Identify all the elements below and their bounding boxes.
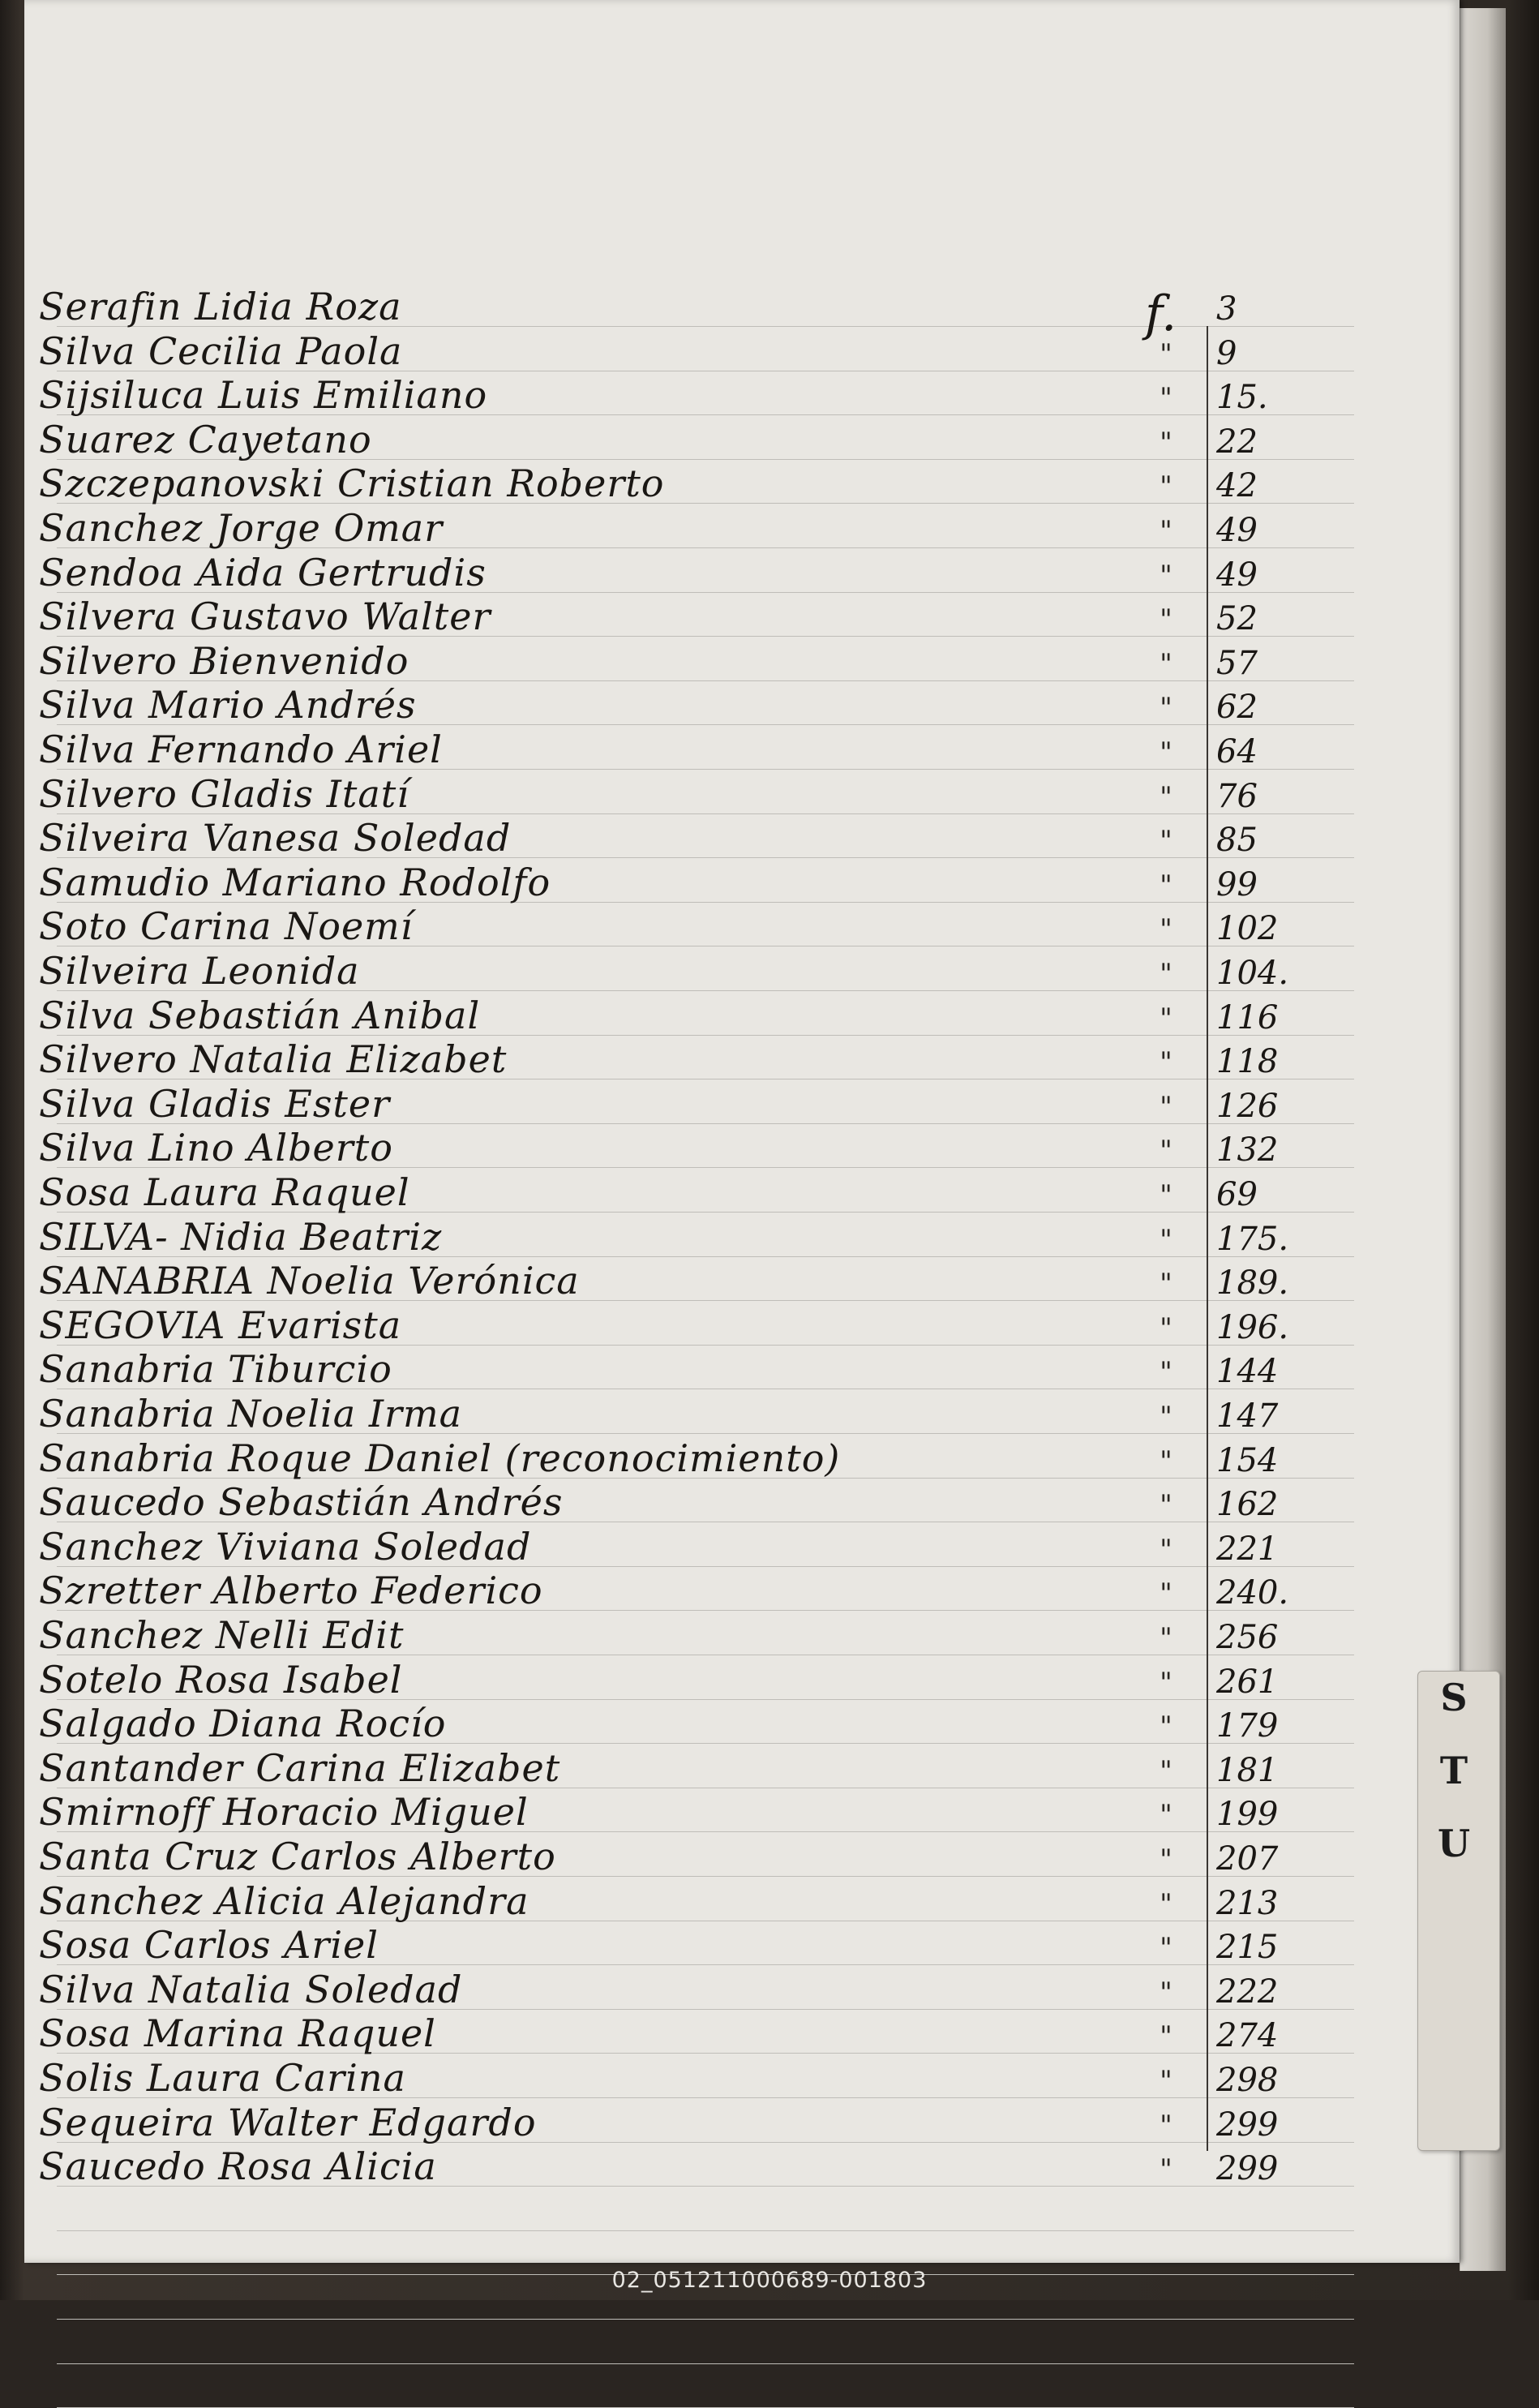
list-item [0,684,1539,728]
ditto-mark: " [1160,1844,1172,1876]
list-item [0,2145,1539,2189]
entry-name: Samudio Mariano Rodolfo [39,861,551,904]
list-item [0,728,1539,772]
list-item [0,950,1539,994]
list-item [0,1393,1539,1436]
entry-folio: 64 [1216,733,1258,770]
entry-name: Soto Carina Noemí [39,904,414,948]
entry-name: Silva Gladis Ester [39,1082,391,1126]
entry-name: Sotelo Rosa Isabel [39,1658,403,1702]
list-item [0,595,1539,639]
ditto-mark: " [1160,1401,1172,1433]
entry-name: Santander Carina Elizabet [39,1746,561,1790]
ruled-line [57,2319,1354,2320]
list-item [0,1747,1539,1791]
entry-name: Sanchez Viviana Soledad [39,1525,532,1569]
entry-folio: 189. [1216,1264,1289,1302]
ditto-mark: " [1160,825,1172,857]
entry-name: Santa Cruz Carlos Alberto [39,1835,556,1878]
index-tab-letter-u: U [1437,1822,1471,1865]
entry-folio: 85 [1216,822,1258,859]
ditto-mark: " [1160,1091,1172,1123]
entry-folio: 162 [1216,1486,1279,1523]
entry-folio: 69 [1216,1176,1258,1213]
list-item [0,2057,1539,2101]
entry-folio: 222 [1216,1973,1279,2011]
entry-name: Sendoa Aida Gertrudis [39,551,487,594]
entry-name: Silva Lino Alberto [39,1126,393,1170]
ditto-mark: " [1160,1046,1172,1079]
entry-folio: 207 [1216,1840,1279,1878]
entry-name: Sanabria Tiburcio [39,1347,392,1391]
list-item [0,1614,1539,1658]
entry-folio: 199 [1216,1796,1279,1833]
entry-folio: 126 [1216,1088,1279,1125]
list-item [0,1968,1539,2012]
entry-name: SILVA- Nidia Beatriz [39,1215,443,1259]
list-item [0,552,1539,595]
list-item [0,773,1539,817]
entry-name: Sanchez Alicia Alejandra [39,1879,529,1923]
entry-folio: 132 [1216,1131,1279,1169]
ditto-mark: " [1160,515,1172,547]
ditto-mark: " [1160,2020,1172,2053]
entry-folio: 256 [1216,1619,1279,1656]
ditto-mark: " [1160,1312,1172,1345]
entry-name: Sequeira Walter Edgardo [39,2101,537,2144]
list-item [0,285,1539,329]
entry-name: Silvero Natalia Elizabet [39,1037,508,1081]
entry-name: Saucedo Rosa Alicia [39,2144,437,2188]
entry-folio: 221 [1216,1530,1279,1568]
entry-name: Silva Mario Andrés [39,683,417,727]
entry-folio: 99 [1216,866,1258,904]
entry-folio: 116 [1216,999,1279,1037]
ruled-line [57,2363,1354,2364]
ditto-mark: " [1160,648,1172,680]
ditto-mark: " [1160,1622,1172,1655]
entry-name: Smirnoff Horacio Miguel [39,1790,529,1834]
entry-name: Serafin Lidia Roza [39,285,402,328]
ditto-mark: " [1160,1799,1172,1831]
entry-name: Salgado Diana Rocío [39,1702,447,1745]
list-item [0,1880,1539,1924]
ditto-mark: " [1160,2110,1172,2142]
ditto-mark: " [1160,1932,1172,1964]
list-item [0,817,1539,861]
entry-name: SEGOVIA Evarista [39,1303,402,1347]
list-item [0,419,1539,462]
ditto-mark: " [1160,470,1172,503]
list-item [0,1038,1539,1082]
ditto-mark: " [1160,2153,1172,2186]
ditto-mark: " [1160,427,1172,459]
ditto-mark: " [1160,913,1172,946]
ditto-mark: " [1160,869,1172,902]
list-item [0,861,1539,905]
entry-folio: 274 [1216,2017,1279,2054]
ditto-mark: " [1160,560,1172,592]
list-item [0,1835,1539,1879]
entry-name: Sosa Laura Raquel [39,1170,410,1214]
entry-name: Sijsiluca Luis Emiliano [39,373,488,417]
list-item [0,1083,1539,1127]
list-item [0,1216,1539,1260]
list-item [0,1304,1539,1348]
ditto-mark: " [1160,603,1172,636]
entry-name: Szretter Alberto Federico [39,1569,543,1612]
entry-name: Sanchez Jorge Omar [39,506,444,550]
entry-name: Szczepanovski Cristian Roberto [39,461,665,505]
list-item [0,1791,1539,1835]
folio-column-header: f. [1145,285,1177,342]
entry-folio: 261 [1216,1663,1279,1701]
ditto-mark: " [1160,338,1172,371]
entry-folio: 147 [1216,1397,1279,1435]
ditto-mark: " [1160,736,1172,769]
list-item [0,1569,1539,1613]
entry-name: Silveira Leonida [39,949,360,993]
ditto-mark: " [1160,1534,1172,1566]
entry-folio: 240. [1216,1574,1289,1612]
entry-folio: 215 [1216,1929,1279,1966]
entry-name: Sosa Carlos Ariel [39,1923,379,1967]
list-item [0,994,1539,1038]
entry-folio: 299 [1216,2150,1279,2187]
entry-folio: 298 [1216,2062,1279,2099]
entry-folio: 22 [1216,423,1258,461]
list-item [0,1127,1539,1170]
list-item [0,2101,1539,2145]
ditto-mark: " [1160,1224,1172,1256]
entry-name: Saucedo Sebastián Andrés [39,1480,564,1524]
ditto-mark: " [1160,1888,1172,1921]
index-tab-letter-t: T [1439,1749,1468,1792]
ditto-mark: " [1160,1002,1172,1035]
entry-name: Silva Fernando Ariel [39,728,443,771]
ditto-mark: " [1160,1667,1172,1699]
entry-name: Silvero Gladis Itatí [39,772,409,816]
list-item [0,1659,1539,1702]
ditto-mark: " [1160,1755,1172,1788]
ditto-mark: " [1160,781,1172,813]
entry-folio: 76 [1216,778,1258,815]
ditto-mark: " [1160,1179,1172,1212]
entry-folio: 42 [1216,467,1258,504]
entry-folio: 15. [1216,379,1268,416]
list-item [0,1702,1539,1746]
entry-folio: 62 [1216,689,1258,726]
entry-folio: 175. [1216,1221,1289,1258]
ditto-mark: " [1160,1135,1172,1167]
list-item [0,905,1539,949]
entry-name: Silveira Vanesa Soledad [39,816,512,860]
ditto-mark: " [1160,1977,1172,2009]
image-caption: 02_051211000689-001803 [611,2268,928,2293]
list-item [0,1526,1539,1569]
ditto-mark: " [1160,1489,1172,1522]
entry-folio: 179 [1216,1707,1279,1745]
entry-folio: 181 [1216,1752,1279,1789]
list-item [0,462,1539,506]
entry-folio: 3 [1216,290,1237,328]
entry-name: Suarez Cayetano [39,418,372,461]
entry-folio: 213 [1216,1885,1279,1922]
ditto-mark: " [1160,1356,1172,1389]
list-item [0,2012,1539,2056]
entry-name: Sosa Marina Raquel [39,2011,436,2055]
entry-folio: 52 [1216,600,1258,637]
list-item [0,330,1539,374]
entry-name: Silva Natalia Soledad [39,1968,463,2011]
entry-folio: 49 [1216,512,1258,549]
list-item [0,1481,1539,1525]
entry-folio: 299 [1216,2106,1279,2144]
ditto-mark: " [1160,382,1172,414]
entry-folio: 49 [1216,556,1258,594]
ditto-mark: " [1160,1710,1172,1743]
entry-folio: 118 [1216,1043,1279,1080]
list-item [0,640,1539,684]
entry-folio: 144 [1216,1353,1279,1390]
ditto-mark: " [1160,692,1172,724]
entry-folio: 154 [1216,1442,1279,1479]
entry-name: SANABRIA Noelia Verónica [39,1259,580,1303]
entry-folio: 104. [1216,955,1289,992]
entry-name: Silva Sebastián Anibal [39,994,481,1037]
list-item [0,1260,1539,1303]
ditto-mark: " [1160,1577,1172,1610]
list-item [0,1924,1539,1968]
entry-folio: 57 [1216,645,1258,682]
entry-folio: 196. [1216,1309,1289,1346]
entry-name: Silvera Gustavo Walter [39,594,491,638]
list-item [0,374,1539,418]
list-item [0,1171,1539,1215]
ditto-mark: " [1160,958,1172,990]
ditto-mark: " [1160,2065,1172,2097]
entry-folio: 9 [1216,335,1237,372]
entry-name: Sanabria Roque Daniel (reconocimiento) [39,1436,841,1480]
entry-name: Solis Laura Carina [39,2056,406,2100]
index-tab-letter-s: S [1440,1676,1468,1719]
index-tab[interactable] [1417,1671,1500,2151]
list-item [0,1348,1539,1392]
entry-folio: 102 [1216,910,1279,947]
entry-name: Silvero Bienvenido [39,639,409,683]
list-item [0,507,1539,551]
ditto-mark: " [1160,1268,1172,1300]
entry-name: Silva Cecilia Paola [39,329,403,373]
entry-name: Sanchez Nelli Edit [39,1613,405,1657]
entry-name: Sanabria Noelia Irma [39,1392,463,1436]
ditto-mark: " [1160,1445,1172,1478]
list-item [0,1437,1539,1481]
